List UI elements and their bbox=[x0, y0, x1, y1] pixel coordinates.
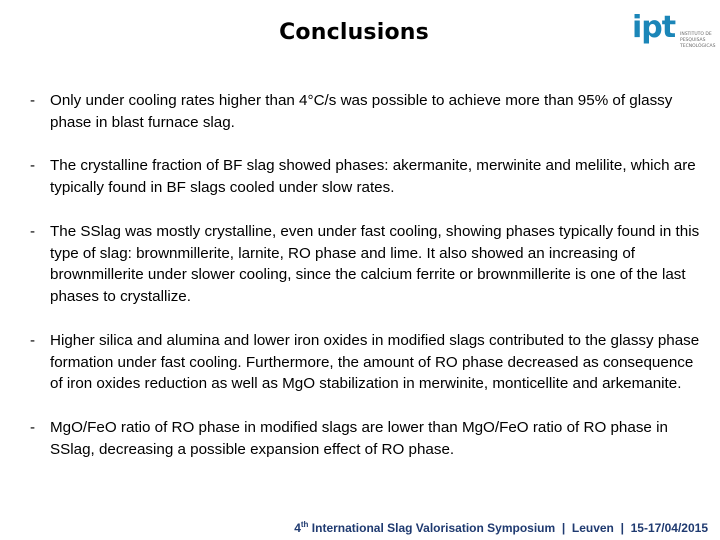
bullet-text: The SSlag was mostly crystalline, even under fast cooling, showing phases typically found in this type of slag: brownmillerite, larnite, RO phase and lime. It also showed an increasing of brownmillerite under slower cooling, since the calcium ferrite or brownmillerite is one of the last phases to crystallize. bbox=[50, 222, 700, 306]
list-item bbox=[30, 155, 700, 199]
footer-dates: 15-17/04/2015 bbox=[630, 521, 708, 535]
bullet-text: Only under cooling rates higher than 4°C/s was possible to achieve more than 95% of glassy phase in blast furnace slag. bbox=[50, 92, 673, 131]
bullet-text: MgO/FeO ratio of RO phase in modified slags are lower than MgO/FeO ratio of RO phase in SSlag, decreasing a possible expansion effect of RO phase. bbox=[50, 418, 668, 458]
bullet-marker: - bbox=[30, 92, 36, 109]
footer-location: Leuven bbox=[571, 521, 614, 535]
logo-tagline-line: INSTITUTO DE bbox=[680, 32, 712, 37]
conclusions-list bbox=[30, 90, 700, 482]
footer-separator: | bbox=[620, 521, 624, 535]
footer bbox=[294, 520, 708, 535]
footer-ordinal-suffix: th bbox=[300, 520, 309, 529]
logo-tagline-line: PESQUISAS bbox=[680, 38, 706, 43]
footer-separator: | bbox=[561, 521, 566, 535]
logo-tagline-line: TECNOLÓGICAS bbox=[680, 44, 716, 49]
bullet-marker: - bbox=[30, 331, 36, 349]
list-item bbox=[30, 221, 700, 308]
list-item bbox=[30, 330, 700, 395]
bullet-text: The crystalline fraction of BF slag showed phases: akermanite, merwinite and melilite, which are typically found in BF slags cooled under slow rates. bbox=[50, 157, 696, 197]
footer-symposium: International Slag Valorisation Symposium bbox=[311, 521, 556, 535]
ipt-logo bbox=[632, 8, 716, 48]
slide-title: Conclusions bbox=[279, 20, 429, 45]
bullet-marker: - bbox=[30, 157, 36, 175]
logo-mark: ipt bbox=[632, 10, 676, 45]
bullet-marker: - bbox=[30, 222, 36, 240]
footer-ordinal: 4 bbox=[294, 521, 301, 535]
bullet-marker: - bbox=[30, 418, 36, 436]
list-item bbox=[30, 417, 700, 461]
list-item bbox=[30, 90, 700, 134]
bullet-text: Higher silica and alumina and lower iron oxides in modified slags contributed to the glassy phase formation under fast cooling. Furthermore, the amount of RO phase decreased as consequence of iron oxides reduction as well as MgO stabilization in merwinite, monticellite and arkemanite. bbox=[50, 331, 700, 393]
